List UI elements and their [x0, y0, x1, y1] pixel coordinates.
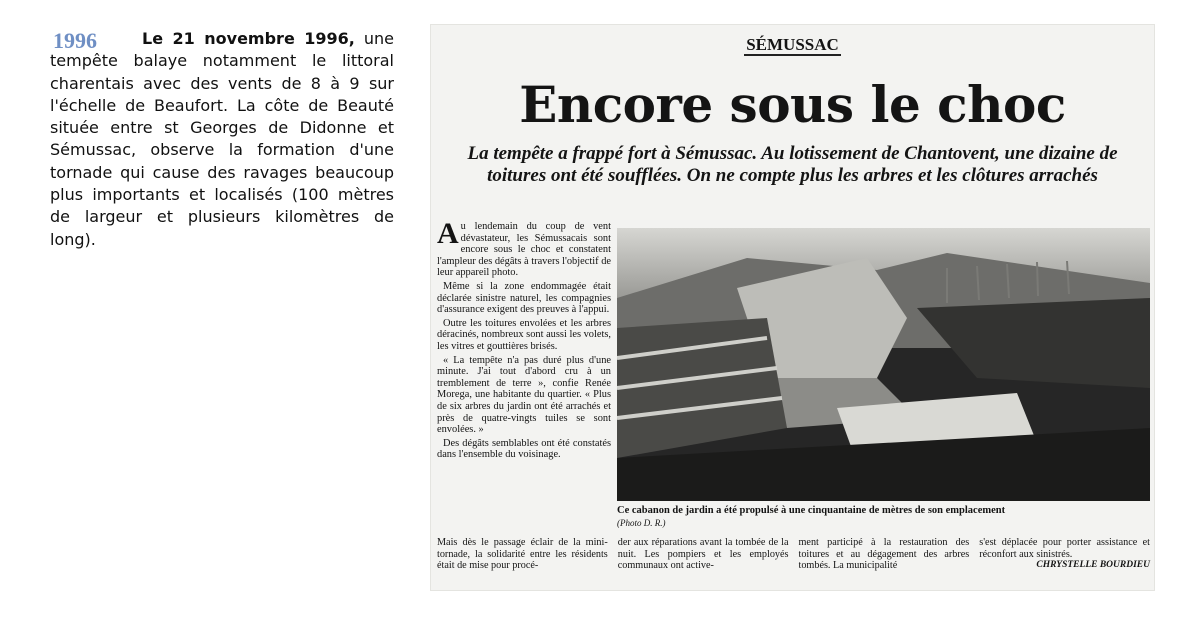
paragraph-text: u lendemain du coup de vent dévastateur, les Sémussacais sont encore sous le choc et constatent l'ampleur des dégâts à travers l'objectif de leur appareil photo. — [437, 221, 611, 279]
bottom-column — [979, 537, 1150, 572]
newspaper-clipping — [430, 24, 1155, 591]
bottom-column: der aux réparations avant la tombée de la nuit. Les pompiers et les employés communaux ont active- — [617, 537, 789, 572]
storm-damage-photo — [617, 228, 1150, 501]
clipping-headline: Encore sous le choc — [519, 75, 1066, 134]
article-paragraph: Outre les toitures envolées et les arbres déracinés, nombreux sont aussi les volets, les vitres et gouttières brisés. — [437, 317, 612, 352]
article-paragraph: « La tempête n'a pas duré plus d'une minute. J'ai tout d'abord cru à un tremblement de terre », confie Renée Morega, une habitante du quartier. « Plus de six arbres du jardin ont été arrachés et près de quatre-vingts tuiles se sont envolées. » — [437, 354, 611, 436]
clipping-kicker — [431, 35, 1154, 55]
caption-text: Ce cabanon de jardin a été propulsé à une cinquantaine de mètres de son emplacement — [617, 505, 1006, 516]
bottom-column: Mais dès le passage éclair de la mini-tornade, la solidarité entre les résidents était de mise pour procé- — [437, 537, 608, 572]
kicker-text: SÉMUSSAC — [746, 35, 839, 54]
column-text: s'est déplacée pour porter assistance et réconfort aux sinistrés. — [979, 537, 1150, 560]
article-paragraph: Même si la zone endommagée était déclarée sinistre naturel, les compagnies d'assurance exigent des preuves à l'appui. — [437, 280, 611, 316]
article-paragraph — [437, 217, 611, 279]
photo-credit: (Photo D. R.) — [617, 518, 666, 528]
intro-lead: Le 21 novembre 1996, — [142, 29, 355, 48]
article-column — [437, 217, 612, 463]
photo-caption — [617, 505, 1150, 530]
bottom-columns — [437, 537, 1150, 572]
bottom-column: ment participé à la restauration des toitures et au dégagement des arbres tombés. La municipalité — [798, 537, 970, 572]
author-signature: CHRYSTELLE BOURDIEU — [1036, 560, 1150, 571]
clipping-deck: La tempête a frappé fort à Sémussac. Au lotissement de Chantovent, une dizaine de toitures ont été soufflées. On ne compte plus les arbres et les clôtures arrachés — [467, 143, 1118, 186]
photo-illustration — [617, 228, 1150, 501]
intro-body: une tempête balaye notamment le littoral charentais avec des vents de 8 à 9 sur l'échelle de Beaufort. La côte de Beauté située entre st Georges de Didonne et Sémussac, observe la formation d'une tornade qui cause des ravages beaucoup plus importants et localisés (100 mètres de largeur et plusieurs kilomètres de long). — [50, 29, 394, 249]
article-paragraph: Des dégâts semblables ont été constatés dans l'ensemble du voisinage. — [437, 437, 611, 461]
drop-cap: A — [437, 217, 459, 250]
intro-text — [50, 28, 394, 251]
year-label: 1996 — [53, 28, 97, 53]
